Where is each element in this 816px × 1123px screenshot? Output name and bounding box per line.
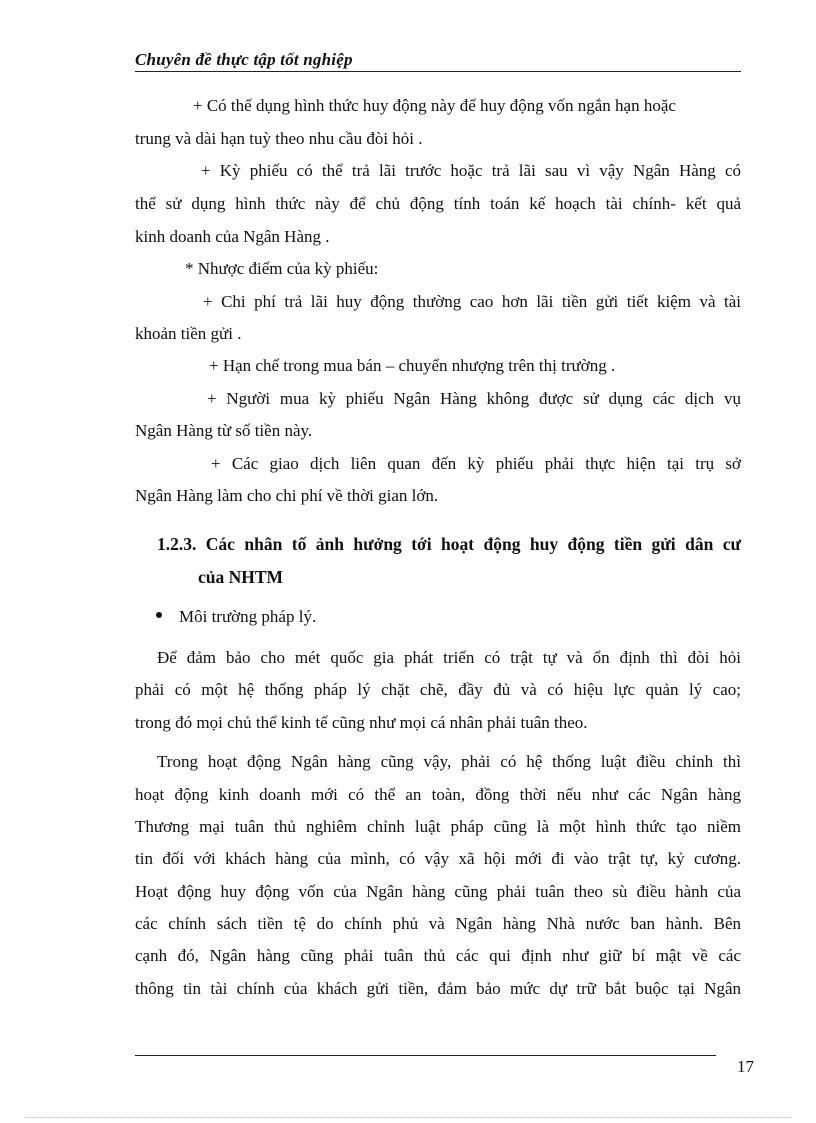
text-line: + Hạn chế trong mua bán – chuyển nhượng trên thị trường . (209, 356, 616, 375)
text-line: + Người mua kỳ phiếu Ngân Hàng không được sử dụng các dịch vụ (207, 389, 741, 408)
text-line: kinh doanh của Ngân Hàng . (135, 227, 330, 246)
section-heading-line-1: 1.2.3. Các nhân tố ảnh hưởng tới hoạt động huy động tiền gửi dân cư (157, 534, 741, 554)
text-line: trung và dài hạn tuỳ theo nhu cầu đòi hỏi . (135, 129, 423, 148)
paragraph-line: trong đó mọi chủ thể kinh tế cũng như mọi cá nhân phải tuân theo. (135, 713, 588, 732)
paragraph-line: Để đảm bảo cho mét quốc gia phát triển có trật tự và ổn định thì đòi hỏi (157, 648, 741, 667)
text-line: + Kỳ phiếu có thể trả lãi trước hoặc trả lãi sau vì vậy Ngân Hàng có (201, 161, 741, 180)
paragraph-line: cạnh đó, Ngân hàng cũng phải tuân thủ các qui định như giữ bí mật về các (135, 946, 741, 965)
text-line: thể sử dụng hình thức này để chủ động tính toán kế hoạch tài chính- kết quả (135, 194, 741, 213)
paragraph-line: các chính sách tiền tệ do chính phủ và Ngân hàng Nhà nước ban hành. Bên (135, 914, 741, 933)
text-line: Ngân Hàng từ số tiền này. (135, 421, 313, 440)
footer-rule (135, 1055, 716, 1056)
paragraph-line: hoạt động kinh doanh mới có thể an toàn, đồng thời nếu như các Ngân hàng (135, 785, 741, 804)
paragraph-line: Trong hoạt động Ngân hàng cũng vậy, phải có hệ thống luật điều chỉnh thì (157, 752, 741, 771)
paragraph-line: phải có một hệ thống pháp lý chặt chẽ, đầy đủ và có hiệu lực quản lý cao; (135, 680, 741, 699)
text-line: + Chi phí trả lãi huy động thường cao hơn lãi tiền gửi tiết kiệm và tài (203, 292, 741, 311)
text-line: khoản tiền gửi . (135, 324, 242, 343)
bullet-dot-icon (156, 612, 162, 618)
paragraph-line: Thương mại tuân thủ nghiêm chỉnh luật pháp cũng là một hình thức tạo niềm (135, 817, 741, 836)
paragraph-line: tin đối với khách hàng của mình, có vậy xã hội mới đi vào trật tự, kỷ cương. (135, 849, 741, 868)
document-header-title: Chuyên đề thực tập tốt nghiệp (135, 50, 353, 69)
text-line: * Nhược điểm của kỳ phiếu: (185, 259, 379, 278)
paragraph-line: thông tin tài chính của khách gửi tiền, đảm bảo mức dự trữ bắt buộc tại Ngân (135, 979, 741, 998)
paragraph-line: Hoạt động huy động vốn của Ngân hàng cũng phải tuân theo sù điều hành của (135, 882, 741, 901)
text-line: + Các giao dịch liên quan đến kỳ phiếu phải thực hiện tại trụ sở (211, 454, 741, 473)
text-line: Ngân Hàng làm cho chi phí về thời gian lớn. (135, 486, 439, 505)
header-rule (135, 71, 741, 72)
page-number: 17 (737, 1057, 754, 1076)
bullet-item: Môi trường pháp lý. (179, 607, 317, 626)
section-heading-line-2: của NHTM (198, 567, 284, 587)
page-edge-dotted-line (25, 1117, 791, 1118)
text-line: + Có thể dụng hình thức huy động này để huy động vốn ngắn hạn hoặc (193, 96, 676, 115)
